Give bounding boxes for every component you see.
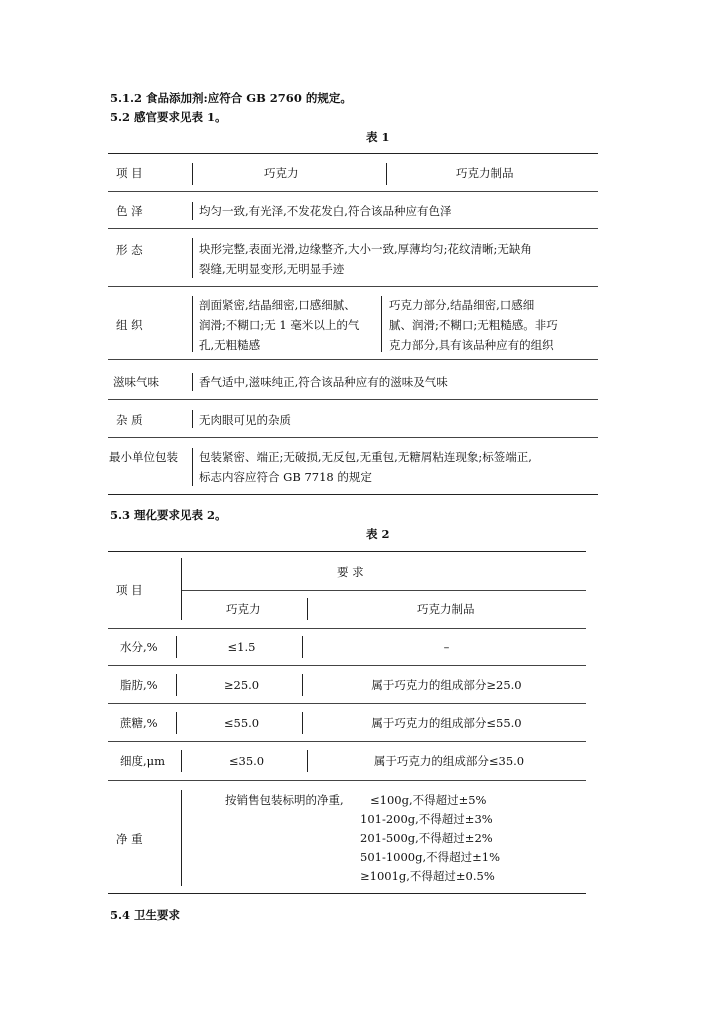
row-text-texture-choc: 润滑;不糊口;无 1 毫米以上的气 xyxy=(199,318,360,332)
table2-label-net-weight: 净 重 xyxy=(116,832,143,846)
table2-prod-sucrose: 属于巧克力的组成部分≤55.0 xyxy=(371,716,522,730)
table2-bottom-rule xyxy=(108,893,586,894)
row-text-taste: 香气适中,滋味纯正,符合该品种应有的滋味及气味 xyxy=(199,375,448,389)
table2-divider xyxy=(176,636,177,658)
table2-choc-sucrose: ≤55.0 xyxy=(223,716,260,730)
table2-header-requirement: 要 求 xyxy=(337,565,364,579)
table2-divider xyxy=(302,712,303,734)
row-label-texture: 组 织 xyxy=(116,318,143,332)
net-weight-tier: ≥1001g,不得超过±0.5% xyxy=(360,869,495,883)
section-5-2: 5.2 感官要求见表 1。 xyxy=(110,110,227,124)
row-label-color: 色 泽 xyxy=(116,204,143,218)
row-text-package-2: 标志内容应符合 GB 7718 的规定 xyxy=(199,470,372,484)
table2-choc-fineness: ≤35.0 xyxy=(228,754,265,768)
table2-top-rule xyxy=(108,551,586,552)
table1-divider xyxy=(192,373,193,391)
row-text-texture-prod: 腻、润滑;不糊口;无粗糙感。非巧 xyxy=(389,318,558,332)
row-text-texture-prod: 克力部分,具有该品种应有的组织 xyxy=(389,338,554,352)
table1-divider xyxy=(192,448,193,486)
table1-header-chocolate: 巧克力 xyxy=(264,166,299,180)
table2-label-moisture: 水分,% xyxy=(120,640,158,654)
row-text-package-1: 包装紧密、端正;无破损,无反包,无重包,无糖屑粘连现象;标签端正, xyxy=(199,450,532,464)
table1-header-item: 项 目 xyxy=(116,166,143,180)
row-label-taste: 滋味气味 xyxy=(113,375,159,389)
row-text-texture-choc: 剖面紧密,结晶细密,口感细腻、 xyxy=(199,298,356,312)
table2-header-products: 巧克力制品 xyxy=(417,602,475,616)
table1-row-rule xyxy=(108,437,598,438)
net-weight-tier: 501-1000g,不得超过±1% xyxy=(360,850,500,864)
row-text-shape-1: 块形完整,表面光滑,边缘整齐,大小一致,厚薄均匀;花纹清晰;无缺角 xyxy=(199,242,532,256)
row-text-texture-prod: 巧克力部分,结晶细密,口感细 xyxy=(389,298,535,312)
table1-divider xyxy=(192,296,193,352)
table2-subheader-rule xyxy=(181,590,586,591)
table2-divider xyxy=(307,598,308,620)
table2-divider xyxy=(181,790,182,886)
table2-divider xyxy=(302,674,303,696)
table1-row-rule xyxy=(108,399,598,400)
table2-row-rule xyxy=(108,665,586,666)
table2-label-fineness: 细度,μm xyxy=(120,754,166,768)
row-text-texture-choc: 孔,无粗糙感 xyxy=(199,338,261,352)
table2-label-sucrose: 蔗糖,% xyxy=(120,716,158,730)
table1-divider xyxy=(381,296,382,352)
table1-header-rule xyxy=(108,191,598,192)
table1-top-rule xyxy=(108,153,598,154)
table1-divider xyxy=(192,202,193,220)
table2-header-rule xyxy=(108,628,586,629)
row-text-color: 均匀一致,有光泽,不发花发白,符合该品种应有色泽 xyxy=(199,204,452,218)
table2-row-rule xyxy=(108,741,586,742)
table2-row-rule xyxy=(108,703,586,704)
net-weight-tier: 201-500g,不得超过±2% xyxy=(360,831,493,845)
table1-divider xyxy=(192,410,193,428)
table1-row-rule xyxy=(108,359,598,360)
section-5-4: 5.4 卫生要求 xyxy=(110,908,181,922)
net-weight-tier: ≤100g,不得超过±5% xyxy=(370,793,487,807)
row-text-impurity: 无肉眼可见的杂质 xyxy=(199,413,291,427)
section-5-1-2: 5.1.2 食品添加剂:应符合 GB 2760 的规定。 xyxy=(110,91,352,105)
table1-caption: 表 1 xyxy=(366,130,390,144)
table2-prod-fineness: 属于巧克力的组成部分≤35.0 xyxy=(373,754,525,768)
section-5-3: 5.3 理化要求见表 2。 xyxy=(110,508,227,522)
table1-divider xyxy=(192,238,193,278)
row-text-shape-2: 裂缝,无明显变形,无明显手迹 xyxy=(199,262,345,276)
table2-divider xyxy=(176,712,177,734)
table1-row-rule xyxy=(108,228,598,229)
table2-choc-moisture: ≤1.5 xyxy=(227,640,256,654)
row-label-package: 最小单位包装 xyxy=(109,450,178,464)
table2-label-fat: 脂肪,% xyxy=(120,678,158,692)
table1-divider xyxy=(192,163,193,185)
table2-prod-fat: 属于巧克力的组成部分≥25.0 xyxy=(371,678,522,692)
net-weight-intro: 按销售包装标明的净重, xyxy=(225,793,344,807)
table2-row-rule xyxy=(108,780,586,781)
table2-choc-fat: ≥25.0 xyxy=(223,678,260,692)
table1-row-rule xyxy=(108,286,598,287)
table2-divider xyxy=(181,750,182,772)
table2-header-chocolate: 巧克力 xyxy=(226,602,261,616)
table2-header-item: 项 目 xyxy=(116,583,143,597)
table2-divider xyxy=(307,750,308,772)
table1-header-products: 巧克力制品 xyxy=(456,166,514,180)
net-weight-tier: 101-200g,不得超过±3% xyxy=(360,812,493,826)
table2-caption: 表 2 xyxy=(366,527,390,541)
table1-divider xyxy=(386,163,387,185)
table2-divider xyxy=(176,674,177,696)
table2-prod-moisture: – xyxy=(443,640,450,654)
table1-bottom-rule xyxy=(108,494,598,495)
table2-divider xyxy=(302,636,303,658)
row-label-impurity: 杂 质 xyxy=(116,413,143,427)
table2-divider xyxy=(181,558,182,620)
row-label-shape: 形 态 xyxy=(116,243,143,257)
